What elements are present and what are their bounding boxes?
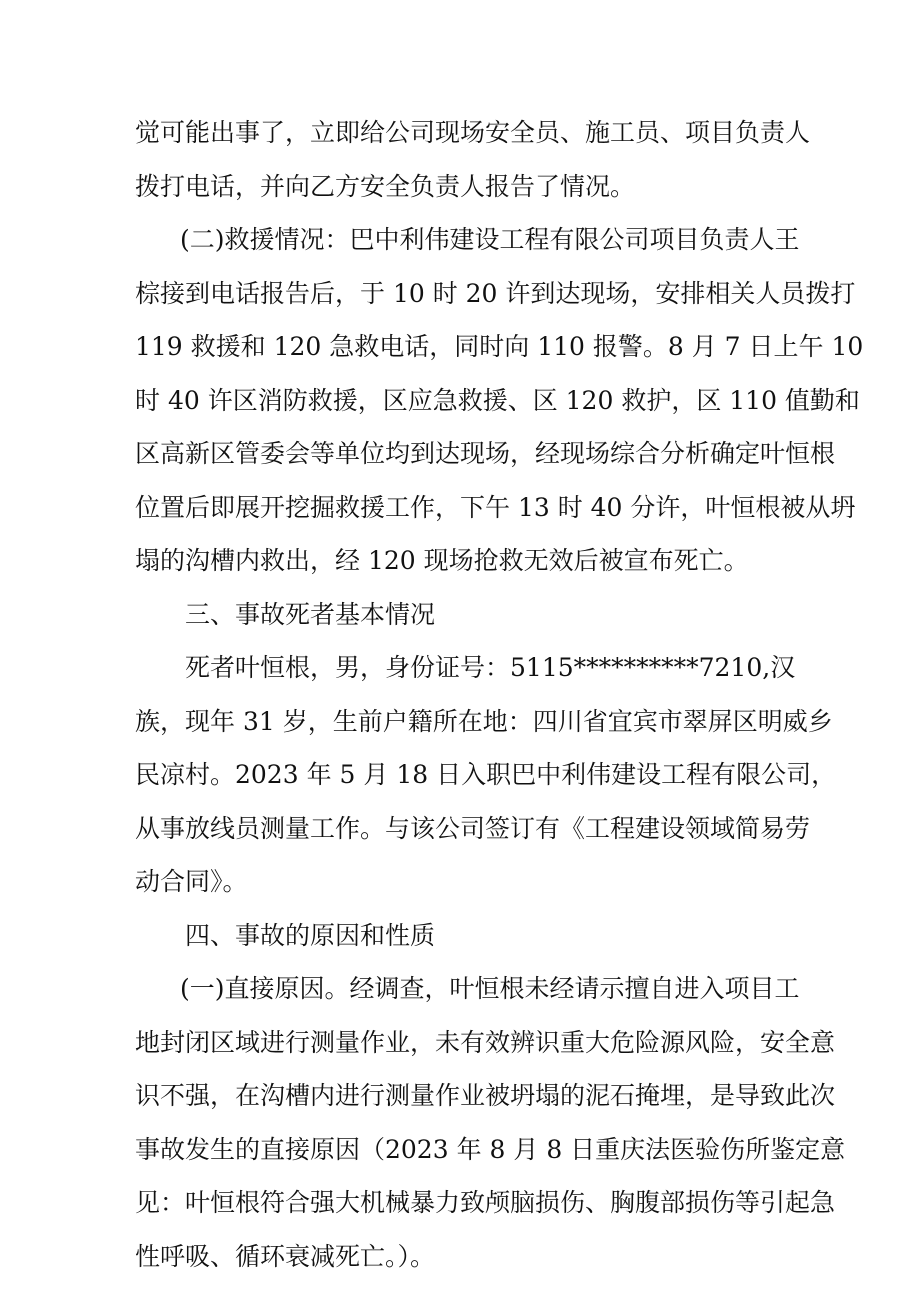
text-line: 位置后即展开挖掘救援工作，下午 13 时 40 分许，叶恒根被从坍 <box>135 492 856 522</box>
text-line: (二)救援情况：巴中利伟建设工程有限公司项目负责人王 <box>180 225 800 254</box>
text-line: 觉可能出事了，立即给公司现场安全员、施工员、项目负责人 <box>135 118 811 147</box>
text-line: 性呼吸、循环衰减死亡。）。 <box>135 1241 436 1271</box>
paragraph-rescue-situation <box>135 213 864 588</box>
text-line: 塌的沟槽内救出，经 120 现场抢救无效后被宣布死亡。 <box>135 546 749 575</box>
text-line: 区高新区管委会等单位均到达现场，经现场综合分析确定叶恒根 <box>135 439 836 468</box>
paragraph-accident-discovery <box>135 106 811 213</box>
text-line: (一)直接原因。经调查，叶恒根未经请示擅自进入项目工 <box>180 974 800 1003</box>
section-heading-deceased-info <box>135 588 785 642</box>
text-line: 识不强，在沟槽内进行测量作业被坍塌的泥石掩埋，是导致此次 <box>135 1081 836 1110</box>
text-line: 动合同》。 <box>135 867 248 896</box>
section-heading-cause-nature <box>135 909 785 963</box>
text-line: 119 救援和 120 急救电话，同时向 110 报警。8 月 7 日上午 10 <box>135 332 864 361</box>
paragraph-direct-cause <box>135 962 846 1283</box>
text-line: 见：叶恒根符合强大机械暴力致颅脑损伤、胸腹部损伤等引起急 <box>135 1188 836 1217</box>
text-line: 族，现年 31 岁，生前户籍所在地：四川省宜宾市翠屏区明威乡 <box>135 706 833 736</box>
document-body <box>135 106 864 1283</box>
text-line: 民凉村。2023 年 5 月 18 日入职巴中利伟建设工程有限公司， <box>135 760 837 789</box>
heading-text: 四、事故的原因和性质 <box>185 920 436 950</box>
text-line: 时 40 许区消防救援，区应急救援、区 120 救护，区 110 值勤和 <box>135 385 860 415</box>
text-line: 地封闭区域进行测量作业，未有效辨识重大危险源风险，安全意 <box>135 1027 836 1057</box>
text-line: 从事放线员测量工作。与该公司签订有《工程建设领域简易劳 <box>135 813 811 843</box>
paragraph-deceased-info <box>135 641 837 909</box>
text-line: 事故发生的直接原因（2023 年 8 月 8 日重庆法医验伤所鉴定意 <box>135 1134 846 1164</box>
text-line: 拨打电话，并向乙方安全负责人报告了情况。 <box>135 171 636 201</box>
text-line: 棕接到电话报告后，于 10 时 20 许到达现场，安排相关人员拨打 <box>135 278 856 308</box>
heading-text: 三、事故死者基本情况 <box>185 599 436 629</box>
text-line: 死者叶恒根，男，身份证号：5115**********7210,汉 <box>185 653 796 682</box>
